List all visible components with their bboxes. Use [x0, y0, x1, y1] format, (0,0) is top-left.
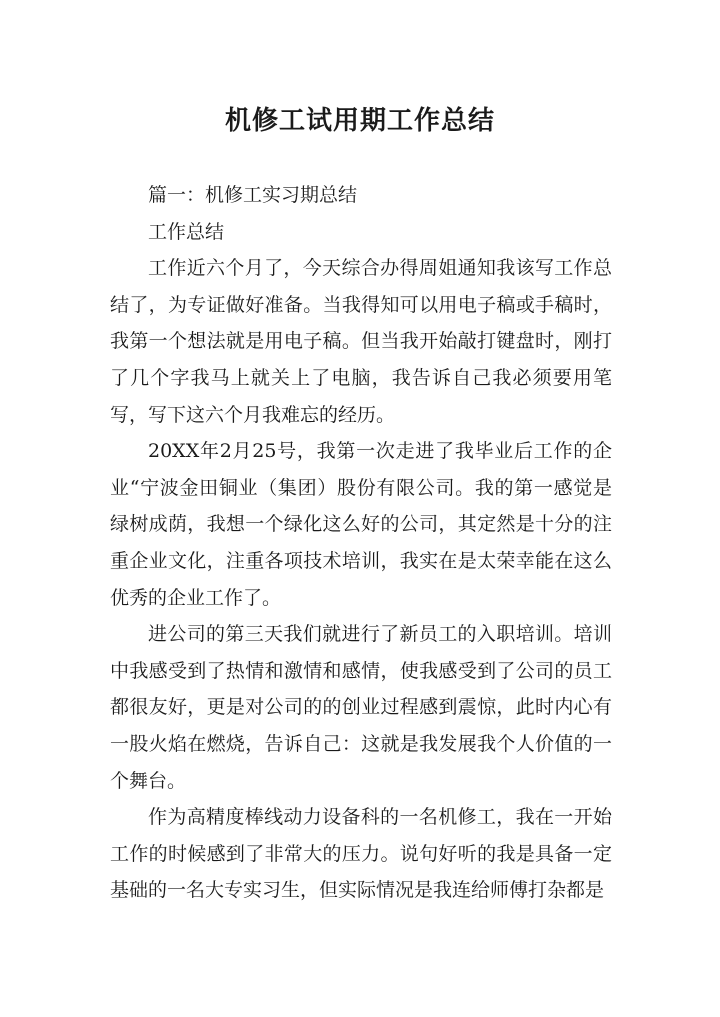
section-heading: 篇一：机修工实习期总结 — [148, 184, 358, 206]
paragraph: 20XX年2月25号，我第一次走进了我毕业后工作的企业“宁波金田铜业（集团）股份有限公司。我的第一感觉是绿树成荫，我想一个绿化这么好的公司，其定然是十分的注重企业文化，注重各项技术培训，我实在是太荣幸能在这么优秀的企业工作了。 — [110, 440, 612, 609]
document-body — [110, 177, 612, 909]
page-title: 机修工试用期工作总结 — [224, 106, 495, 137]
paragraph: 进公司的第三天我们就进行了新员工的入职培训。培训中我感受到了热情和激情和感情，使我感受到了公司的员工都很友好，更是对公司的的创业过程感到震惊，此时内心有一股火焰在燃烧，告诉自己：这就是我发展我个人价值的一个舞台。 — [110, 623, 612, 792]
paragraph: 作为高精度棒线动力设备科的一名机修工，我在一开始工作的时候感到了非常大的压力。说句好听的我是具备一定基础的一名大专实习生，但实际情况是我连给师傅打杂都是 — [110, 806, 612, 902]
paragraph: 工作近六个月了，今天综合办得周姐通知我该写工作总结了，为专证做好准备。当我得知可以用电子稿或手稿时，我第一个想法就是用电子稿。但当我开始敲打键盘时，刚打了几个字我马上就关上了电脑，我告诉自己我必须要用笔写，写下这六个月我难忘的经历。 — [110, 257, 612, 426]
sub-heading: 工作总结 — [148, 220, 225, 243]
